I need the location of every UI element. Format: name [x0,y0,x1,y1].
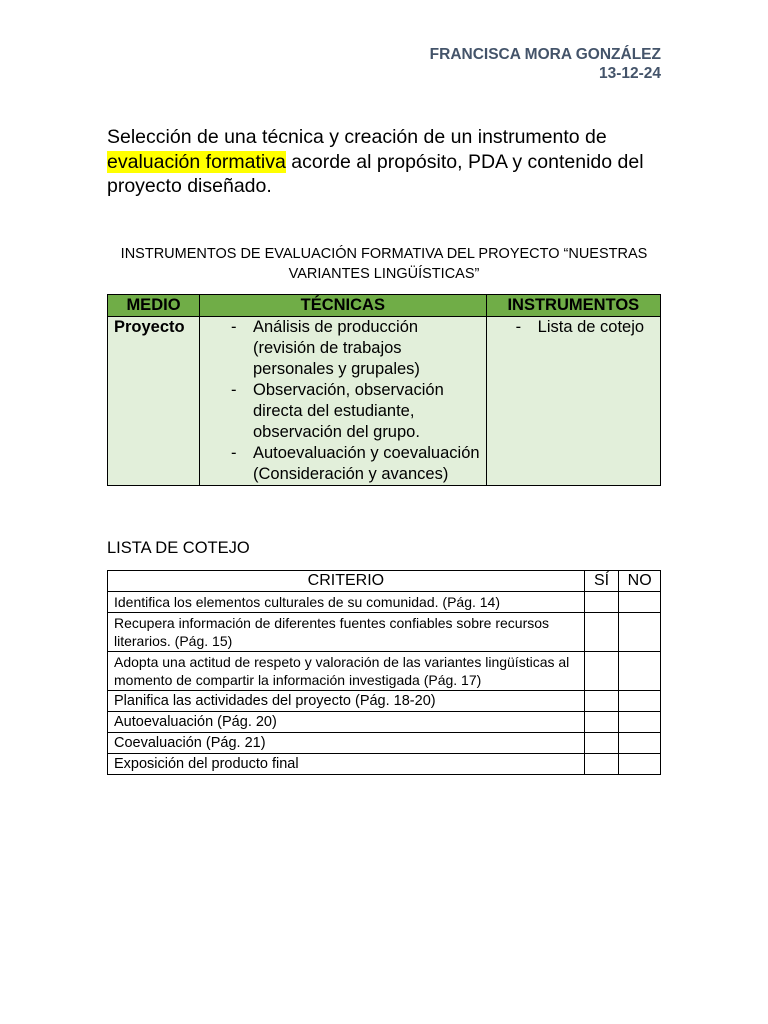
intro-highlighted-text: evaluación formativa [107,150,286,173]
criterio-cell: Recupera información de diferentes fuentes confiables sobre recursos literarios. (Pág. 15) [108,613,585,652]
criterio-cell: Identifica los elementos culturales de su comunidad. (Pág. 14) [108,592,585,613]
no-checkbox-cell[interactable] [619,712,661,733]
intro-text-end: acorde al propósito, PDA y contenido del proyecto diseñado. [107,150,644,197]
si-checkbox-cell[interactable] [584,733,619,754]
header-criterio: CRITERIO [108,571,585,592]
tecnica-item: - Autoevaluación y coevaluación (Consideración y avances) [206,443,482,485]
si-checkbox-cell[interactable] [584,652,619,691]
criterio-cell: Adopta una actitud de respeto y valoración de las variantes lingüísticas al momento de compartir la información investigada (Pág. 17) [108,652,585,691]
techniques-table-header-row [108,295,661,317]
instrumentos-list [493,317,656,338]
table-row [108,613,661,652]
header-medio: MEDIO [108,295,200,317]
table-row [108,592,661,613]
medio-cell: Proyecto [108,317,200,486]
si-checkbox-cell[interactable] [584,613,619,652]
author-name: FRANCISCA MORA GONZÁLEZ [429,46,661,63]
table-row [108,652,661,691]
header-no: NO [619,571,661,592]
tecnicas-cell [199,317,486,486]
no-checkbox-cell[interactable] [619,691,661,712]
intro-text-start: Selección de una técnica y creación de un instrumento de [107,126,607,148]
no-checkbox-cell[interactable] [619,733,661,754]
no-checkbox-cell[interactable] [619,613,661,652]
table-row [108,754,661,775]
tecnica-item: - Observación, observación directa del estudiante, observación del grupo. [206,380,482,443]
instrumentos-cell [486,317,660,486]
criterio-cell: Exposición del producto final [108,754,585,775]
si-checkbox-cell[interactable] [584,712,619,733]
checklist-table [107,570,661,775]
techniques-table-row [108,317,661,486]
checklist-title: LISTA DE COTEJO [107,539,250,557]
criterio-cell: Planifica las actividades del proyecto (Pág. 18-20) [108,691,585,712]
table-row [108,712,661,733]
tecnicas-list [206,317,482,485]
tecnica-item: - Análisis de producción (revisión de trabajos personales y grupales) [206,317,482,380]
checklist-header-row [108,571,661,592]
intro-paragraph [107,125,667,199]
no-checkbox-cell[interactable] [619,652,661,691]
table-row [108,733,661,754]
header-instrumentos: INSTRUMENTOS [486,295,660,317]
document-date: 13-12-24 [598,65,661,82]
section-title: INSTRUMENTOS DE EVALUACIÓN FORMATIVA DEL PROYECTO “NUESTRAS VARIANTES LINGÜÍSTICAS” [120,246,648,282]
criterio-cell: Autoevaluación (Pág. 20) [108,712,585,733]
criterio-cell: Coevaluación (Pág. 21) [108,733,585,754]
techniques-table [107,294,661,486]
si-checkbox-cell[interactable] [584,754,619,775]
no-checkbox-cell[interactable] [619,754,661,775]
document-header [430,45,661,83]
instrumento-item: - Lista de cotejo [493,317,656,338]
no-checkbox-cell[interactable] [619,592,661,613]
header-tecnicas: TÉCNICAS [199,295,486,317]
si-checkbox-cell[interactable] [584,691,619,712]
header-si: SÍ [584,571,619,592]
si-checkbox-cell[interactable] [584,592,619,613]
table-row [108,691,661,712]
